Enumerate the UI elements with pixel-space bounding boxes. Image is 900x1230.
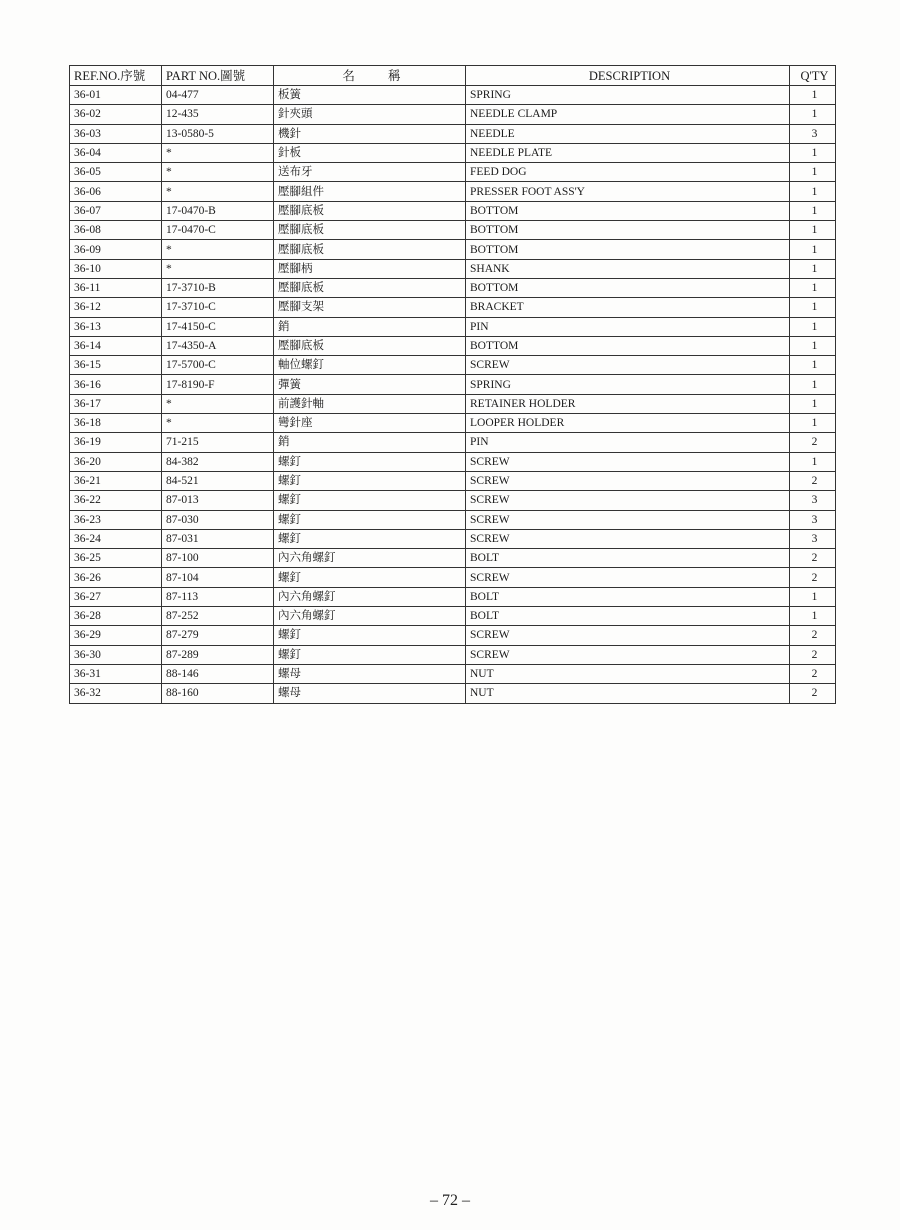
table-row bbox=[70, 356, 836, 375]
cell-description: SCREW bbox=[466, 510, 790, 529]
cell-qty: 1 bbox=[790, 201, 836, 220]
table-row bbox=[70, 587, 836, 606]
cell-part-no: 13-0580-5 bbox=[162, 124, 274, 143]
cell-description: NEEDLE bbox=[466, 124, 790, 143]
cell-name: 壓腳底板 bbox=[274, 240, 466, 259]
cell-qty: 1 bbox=[790, 336, 836, 355]
cell-part-no: 84-521 bbox=[162, 471, 274, 490]
table-row bbox=[70, 607, 836, 626]
cell-name: 螺母 bbox=[274, 664, 466, 683]
table-row bbox=[70, 298, 836, 317]
cell-ref-no: 36-20 bbox=[70, 452, 162, 471]
cell-qty: 2 bbox=[790, 568, 836, 587]
cell-ref-no: 36-04 bbox=[70, 143, 162, 162]
header-name: 名 稱 bbox=[274, 66, 466, 86]
cell-name: 銷 bbox=[274, 433, 466, 452]
cell-part-no: 17-3710-C bbox=[162, 298, 274, 317]
cell-description: SCREW bbox=[466, 626, 790, 645]
table-row bbox=[70, 529, 836, 548]
cell-name: 壓腳支架 bbox=[274, 298, 466, 317]
table-row bbox=[70, 471, 836, 490]
cell-qty: 3 bbox=[790, 491, 836, 510]
cell-description: NUT bbox=[466, 664, 790, 683]
cell-ref-no: 36-15 bbox=[70, 356, 162, 375]
cell-part-no: * bbox=[162, 182, 274, 201]
cell-qty: 1 bbox=[790, 298, 836, 317]
cell-qty: 1 bbox=[790, 163, 836, 182]
table-body bbox=[70, 86, 836, 704]
cell-description: BOLT bbox=[466, 549, 790, 568]
cell-description: LOOPER HOLDER bbox=[466, 414, 790, 433]
cell-part-no: * bbox=[162, 394, 274, 413]
cell-part-no: 87-279 bbox=[162, 626, 274, 645]
cell-name: 針板 bbox=[274, 143, 466, 162]
cell-ref-no: 36-18 bbox=[70, 414, 162, 433]
table-row bbox=[70, 143, 836, 162]
cell-ref-no: 36-16 bbox=[70, 375, 162, 394]
cell-name: 螺釘 bbox=[274, 626, 466, 645]
cell-ref-no: 36-14 bbox=[70, 336, 162, 355]
cell-name: 壓腳底板 bbox=[274, 221, 466, 240]
cell-name: 壓腳底板 bbox=[274, 336, 466, 355]
cell-description: BOLT bbox=[466, 587, 790, 606]
cell-name: 螺釘 bbox=[274, 452, 466, 471]
cell-qty: 2 bbox=[790, 471, 836, 490]
cell-part-no: 87-252 bbox=[162, 607, 274, 626]
cell-name: 螺釘 bbox=[274, 491, 466, 510]
cell-name: 銷 bbox=[274, 317, 466, 336]
cell-part-no: 84-382 bbox=[162, 452, 274, 471]
table-row bbox=[70, 645, 836, 664]
cell-name: 壓腳組件 bbox=[274, 182, 466, 201]
table-row bbox=[70, 375, 836, 394]
cell-part-no: 17-3710-B bbox=[162, 278, 274, 297]
cell-name: 螺釘 bbox=[274, 645, 466, 664]
table-row bbox=[70, 626, 836, 645]
cell-description: BRACKET bbox=[466, 298, 790, 317]
cell-ref-no: 36-29 bbox=[70, 626, 162, 645]
cell-qty: 1 bbox=[790, 317, 836, 336]
cell-part-no: 04-477 bbox=[162, 86, 274, 105]
cell-ref-no: 36-31 bbox=[70, 664, 162, 683]
cell-ref-no: 36-17 bbox=[70, 394, 162, 413]
cell-ref-no: 36-03 bbox=[70, 124, 162, 143]
table-row bbox=[70, 240, 836, 259]
table-row bbox=[70, 452, 836, 471]
cell-description: BOTTOM bbox=[466, 336, 790, 355]
cell-part-no: 17-5700-C bbox=[162, 356, 274, 375]
cell-description: BOTTOM bbox=[466, 278, 790, 297]
table-row bbox=[70, 510, 836, 529]
header-qty: Q'TY bbox=[790, 66, 836, 86]
cell-ref-no: 36-01 bbox=[70, 86, 162, 105]
header-description: DESCRIPTION bbox=[466, 66, 790, 86]
table-row bbox=[70, 182, 836, 201]
table-row bbox=[70, 163, 836, 182]
cell-description: FEED DOG bbox=[466, 163, 790, 182]
cell-qty: 1 bbox=[790, 394, 836, 413]
cell-description: PIN bbox=[466, 433, 790, 452]
cell-qty: 1 bbox=[790, 86, 836, 105]
table-row bbox=[70, 491, 836, 510]
cell-description: SCREW bbox=[466, 452, 790, 471]
cell-qty: 1 bbox=[790, 278, 836, 297]
cell-qty: 2 bbox=[790, 684, 836, 703]
cell-part-no: * bbox=[162, 414, 274, 433]
cell-part-no: 87-031 bbox=[162, 529, 274, 548]
cell-ref-no: 36-26 bbox=[70, 568, 162, 587]
cell-qty: 3 bbox=[790, 510, 836, 529]
cell-description: SCREW bbox=[466, 568, 790, 587]
cell-ref-no: 36-06 bbox=[70, 182, 162, 201]
cell-part-no: 17-0470-B bbox=[162, 201, 274, 220]
cell-part-no: 88-146 bbox=[162, 664, 274, 683]
cell-qty: 3 bbox=[790, 529, 836, 548]
table-row bbox=[70, 664, 836, 683]
cell-name: 壓腳柄 bbox=[274, 259, 466, 278]
cell-name: 軸位螺釘 bbox=[274, 356, 466, 375]
table-row bbox=[70, 568, 836, 587]
cell-qty: 1 bbox=[790, 375, 836, 394]
table-row bbox=[70, 684, 836, 703]
table-header bbox=[70, 66, 836, 86]
cell-name: 螺釘 bbox=[274, 529, 466, 548]
cell-qty: 1 bbox=[790, 182, 836, 201]
cell-description: SCREW bbox=[466, 471, 790, 490]
table-row bbox=[70, 201, 836, 220]
cell-ref-no: 36-25 bbox=[70, 549, 162, 568]
cell-part-no: 87-013 bbox=[162, 491, 274, 510]
cell-description: SPRING bbox=[466, 86, 790, 105]
cell-ref-no: 36-02 bbox=[70, 105, 162, 124]
cell-description: NEEDLE PLATE bbox=[466, 143, 790, 162]
cell-part-no: 17-4150-C bbox=[162, 317, 274, 336]
parts-list-table bbox=[69, 65, 836, 704]
cell-name: 針夾頭 bbox=[274, 105, 466, 124]
cell-ref-no: 36-28 bbox=[70, 607, 162, 626]
cell-part-no: 87-113 bbox=[162, 587, 274, 606]
cell-name: 彎針座 bbox=[274, 414, 466, 433]
cell-qty: 1 bbox=[790, 452, 836, 471]
cell-description: SCREW bbox=[466, 645, 790, 664]
cell-name: 機針 bbox=[274, 124, 466, 143]
cell-ref-no: 36-08 bbox=[70, 221, 162, 240]
header-part-no: PART NO.圖號 bbox=[162, 66, 274, 86]
cell-description: BOTTOM bbox=[466, 201, 790, 220]
cell-qty: 1 bbox=[790, 105, 836, 124]
cell-ref-no: 36-09 bbox=[70, 240, 162, 259]
cell-qty: 2 bbox=[790, 664, 836, 683]
cell-name: 螺釘 bbox=[274, 510, 466, 529]
cell-name: 板簧 bbox=[274, 86, 466, 105]
cell-name: 內六角螺釘 bbox=[274, 607, 466, 626]
cell-qty: 1 bbox=[790, 607, 836, 626]
cell-part-no: 88-160 bbox=[162, 684, 274, 703]
cell-description: SCREW bbox=[466, 356, 790, 375]
cell-part-no: * bbox=[162, 163, 274, 182]
cell-part-no: * bbox=[162, 143, 274, 162]
cell-name: 螺釘 bbox=[274, 568, 466, 587]
cell-part-no: 87-289 bbox=[162, 645, 274, 664]
cell-qty: 2 bbox=[790, 626, 836, 645]
cell-name: 前護針軸 bbox=[274, 394, 466, 413]
cell-description: NUT bbox=[466, 684, 790, 703]
cell-ref-no: 36-22 bbox=[70, 491, 162, 510]
cell-name: 壓腳底板 bbox=[274, 201, 466, 220]
cell-part-no: 17-4350-A bbox=[162, 336, 274, 355]
cell-name: 內六角螺釘 bbox=[274, 587, 466, 606]
cell-name: 螺釘 bbox=[274, 471, 466, 490]
cell-description: NEEDLE CLAMP bbox=[466, 105, 790, 124]
cell-qty: 2 bbox=[790, 645, 836, 664]
cell-ref-no: 36-05 bbox=[70, 163, 162, 182]
table-row bbox=[70, 549, 836, 568]
cell-description: SHANK bbox=[466, 259, 790, 278]
cell-qty: 1 bbox=[790, 414, 836, 433]
cell-qty: 3 bbox=[790, 124, 836, 143]
cell-name: 內六角螺釘 bbox=[274, 549, 466, 568]
header-ref-no: REF.NO.序號 bbox=[70, 66, 162, 86]
cell-description: RETAINER HOLDER bbox=[466, 394, 790, 413]
table-row bbox=[70, 317, 836, 336]
cell-part-no: 17-8190-F bbox=[162, 375, 274, 394]
cell-ref-no: 36-12 bbox=[70, 298, 162, 317]
table-row bbox=[70, 124, 836, 143]
cell-description: SCREW bbox=[466, 491, 790, 510]
cell-part-no: 17-0470-C bbox=[162, 221, 274, 240]
cell-description: PRESSER FOOT ASS'Y bbox=[466, 182, 790, 201]
table-row bbox=[70, 221, 836, 240]
cell-ref-no: 36-27 bbox=[70, 587, 162, 606]
table-row bbox=[70, 86, 836, 105]
cell-part-no: 87-100 bbox=[162, 549, 274, 568]
cell-ref-no: 36-23 bbox=[70, 510, 162, 529]
cell-qty: 1 bbox=[790, 356, 836, 375]
cell-name: 送布牙 bbox=[274, 163, 466, 182]
cell-part-no: 87-030 bbox=[162, 510, 274, 529]
table-row bbox=[70, 105, 836, 124]
cell-ref-no: 36-21 bbox=[70, 471, 162, 490]
cell-description: SCREW bbox=[466, 529, 790, 548]
cell-description: PIN bbox=[466, 317, 790, 336]
cell-part-no: 71-215 bbox=[162, 433, 274, 452]
cell-qty: 1 bbox=[790, 587, 836, 606]
cell-qty: 2 bbox=[790, 433, 836, 452]
cell-ref-no: 36-32 bbox=[70, 684, 162, 703]
cell-description: BOTTOM bbox=[466, 221, 790, 240]
cell-part-no: 87-104 bbox=[162, 568, 274, 587]
cell-qty: 1 bbox=[790, 259, 836, 278]
cell-ref-no: 36-30 bbox=[70, 645, 162, 664]
table-row bbox=[70, 278, 836, 297]
cell-qty: 1 bbox=[790, 143, 836, 162]
cell-description: BOTTOM bbox=[466, 240, 790, 259]
cell-name: 壓腳底板 bbox=[274, 278, 466, 297]
header-row bbox=[70, 66, 836, 86]
cell-qty: 1 bbox=[790, 240, 836, 259]
cell-ref-no: 36-19 bbox=[70, 433, 162, 452]
table-row bbox=[70, 433, 836, 452]
cell-qty: 1 bbox=[790, 221, 836, 240]
cell-part-no: * bbox=[162, 259, 274, 278]
table-row bbox=[70, 414, 836, 433]
cell-name: 螺母 bbox=[274, 684, 466, 703]
cell-part-no: 12-435 bbox=[162, 105, 274, 124]
cell-ref-no: 36-10 bbox=[70, 259, 162, 278]
cell-name: 彈簧 bbox=[274, 375, 466, 394]
cell-ref-no: 36-07 bbox=[70, 201, 162, 220]
cell-description: BOLT bbox=[466, 607, 790, 626]
cell-qty: 2 bbox=[790, 549, 836, 568]
table-row bbox=[70, 336, 836, 355]
cell-ref-no: 36-24 bbox=[70, 529, 162, 548]
cell-description: SPRING bbox=[466, 375, 790, 394]
cell-ref-no: 36-11 bbox=[70, 278, 162, 297]
table-row bbox=[70, 259, 836, 278]
cell-ref-no: 36-13 bbox=[70, 317, 162, 336]
cell-part-no: * bbox=[162, 240, 274, 259]
page-number: – 72 – bbox=[430, 1192, 470, 1209]
table-row bbox=[70, 394, 836, 413]
